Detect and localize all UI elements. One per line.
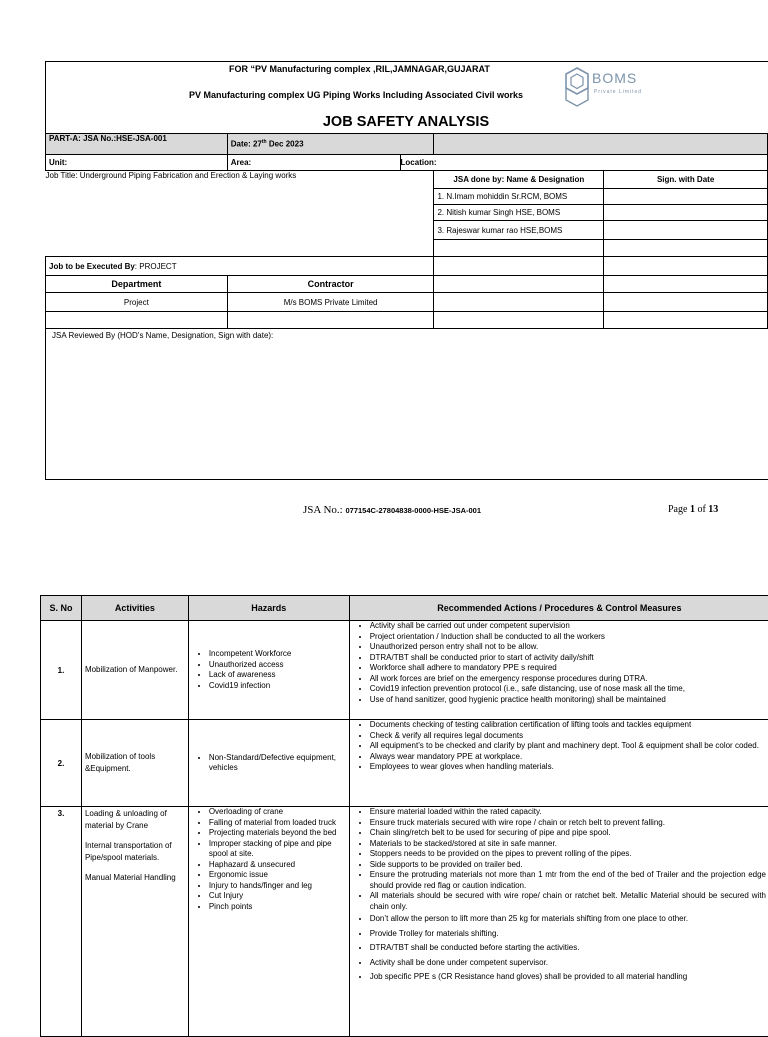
action-item: • Ensure material loaded within the rated capacity. — [370, 807, 766, 818]
part-a-label: PART-A: JSA No.:HSE-JSA-001 — [46, 134, 228, 155]
document-title: JOB SAFETY ANALYSIS — [46, 114, 766, 130]
action-item: • Workforce shall adhere to mandatory PPE s required — [370, 663, 766, 674]
hazard-item: • Overloading of crane — [209, 807, 346, 818]
action-item: • DTRA/TBT shall be conducted before starting the activities. — [370, 943, 766, 954]
sign-blank-5 — [604, 312, 768, 329]
contractor-value: M/s BOMS Private Limited — [227, 293, 434, 312]
jsa-activity-table — [40, 595, 768, 1037]
action-item: • All equipment’s to be checked and clarify by plant and machinery dept. Tool & equipment shall be color coded. — [370, 741, 766, 752]
activity-item: Internal transportation of Pipe/spool materials. — [85, 840, 185, 864]
action-item: • Chain sling/retch belt to be used for securing of pipe and pipe spool. — [370, 828, 766, 839]
action-item: • Job specific PPE s (CR Resistance hand gloves) shall be provided to all material handling — [370, 972, 766, 983]
table-row — [41, 621, 768, 720]
col-header-hazards: Hazards — [188, 596, 349, 621]
col-header-activities: Activities — [81, 596, 188, 621]
action-item: • Always wear mandatory PPE at workplace. — [370, 752, 766, 763]
page-prefix: Page — [668, 504, 690, 515]
action-item: • Unauthorized person entry shall not to be allow. — [370, 642, 766, 653]
hazard-item: • Haphazard & unsecured — [209, 860, 346, 871]
activity-item: Manual Material Handling — [85, 872, 185, 884]
footer-page-number — [668, 504, 718, 515]
action-item: • Ensure truck materials secured with wire rope / chain or retch belt to prevent falling. — [370, 818, 766, 829]
hazard-item: • Lack of awareness — [209, 670, 346, 681]
hazard-item: • Non-Standard/Defective equipment, vehicles — [209, 753, 346, 774]
action-item: • All materials should be secured with wire rope/ chain or ratchet belt. Metallic Material should be secured with chain only. — [370, 891, 766, 912]
row-sno: 1. — [41, 621, 82, 720]
row-actions — [349, 720, 768, 807]
person-2: 2. Nitish kumar Singh HSE, BOMS — [434, 205, 604, 221]
hexagon-logo-icon — [564, 66, 590, 108]
table-header-row — [41, 596, 768, 621]
department-header: Department — [46, 276, 228, 293]
sign-blank-4 — [604, 293, 768, 312]
row-activities — [81, 621, 188, 720]
row-hazards — [188, 720, 349, 807]
activity-item: Loading & unloading of material by Crane — [85, 808, 185, 832]
date-rest: Dec 2023 — [267, 140, 304, 149]
footer-jsa-number — [303, 504, 481, 516]
page-total: 13 — [708, 504, 718, 515]
action-item: • Check & verify all requires legal documents — [370, 731, 766, 742]
date-sup: th — [262, 139, 267, 145]
table-row — [41, 720, 768, 807]
col-header-sno: S. No — [41, 596, 82, 621]
person-blank-3 — [434, 276, 604, 293]
person-blank-1 — [434, 240, 604, 257]
header-line-1: FOR “PV Manufacturing complex ,RIL,JAMNAGAR,GUJARAT — [229, 64, 490, 74]
sign-blank-1 — [604, 240, 768, 257]
activity-item: Mobilization of tools &Equipment. — [85, 751, 185, 775]
row-hazards — [188, 621, 349, 720]
hazard-item: • Unauthorized access — [209, 660, 346, 671]
reviewed-by-blank — [604, 329, 768, 480]
person-blank-4 — [434, 293, 604, 312]
area-label: Area: — [227, 155, 400, 171]
row-sno: 3. — [41, 807, 82, 1037]
action-item: • Provide Trolley for materials shifting. — [370, 929, 766, 940]
person-1: 1. N.Imam mohiddin Sr.RCM, BOMS — [434, 189, 604, 205]
unit-label: Unit: — [46, 155, 228, 171]
hazard-item: • Falling of material from loaded truck — [209, 818, 346, 829]
sign-blank-2 — [604, 257, 768, 276]
date-label: Date: 27 — [231, 140, 262, 149]
executed-by-value: : PROJECT — [135, 262, 177, 271]
contractor-blank — [227, 312, 434, 329]
row-activities — [81, 807, 188, 1037]
row-sno: 2. — [41, 720, 82, 807]
col-header-actions: Recommended Actions / Procedures & Control Measures — [349, 596, 768, 621]
person-blank-5 — [434, 312, 604, 329]
row-activities — [81, 720, 188, 807]
executed-by — [46, 257, 434, 276]
action-item: • Materials to be stacked/stored at site in safe manner. — [370, 839, 766, 850]
row-actions — [349, 807, 768, 1037]
action-item: • Stoppers needs to be provided on the pipes to prevent rolling of the pipes. — [370, 849, 766, 860]
department-value: Project — [46, 293, 228, 312]
action-item: • Activity shall be carried out under competent supervision — [370, 621, 766, 632]
hazard-item: • Pinch points — [209, 902, 346, 913]
sign-1 — [604, 189, 768, 205]
action-item: • Use of hand sanitizer, good hygienic practice health monitoring) shall be maintained — [370, 695, 766, 706]
boms-logo — [564, 66, 664, 110]
part-a-table — [45, 133, 768, 480]
sign-2 — [604, 205, 768, 221]
logo-subtext: Private Limited — [594, 89, 642, 95]
sign-date-header: Sign. with Date — [604, 171, 768, 189]
page-of: of — [695, 504, 708, 515]
hazard-item: • Covid19 infection — [209, 681, 346, 692]
action-item: • Activity shall be done under competent supervisor. — [370, 958, 766, 969]
page-current: 1 — [690, 504, 695, 515]
row-hazards — [188, 807, 349, 1037]
sign-3 — [604, 221, 768, 240]
action-item: • Employees to wear gloves when handling materials. — [370, 762, 766, 773]
table-row — [41, 807, 768, 1037]
hazard-item: • Ergonomic issue — [209, 870, 346, 881]
sign-blank-3 — [604, 276, 768, 293]
job-title: Job Title: Underground Piping Fabrication and Erection & Laying works — [46, 171, 434, 257]
header-blank-cell — [434, 134, 768, 155]
header-line-2: PV Manufacturing complex UG Piping Works Including Associated Civil works — [189, 90, 523, 100]
date-cell — [227, 134, 434, 155]
person-3: 3. Rajeswar kumar rao HSE,BOMS — [434, 221, 604, 240]
action-item: • All work forces are brief on the emergency response procedures during DTRA. — [370, 674, 766, 685]
department-blank — [46, 312, 228, 329]
location-label: Location: — [400, 155, 767, 171]
action-item: • DTRA/TBT shall be conducted prior to start of activity daily/shift — [370, 653, 766, 664]
action-item: • Ensure the protruding materials not more than 1 mtr from the end of the bed of Trailer and the projection edge should provide red flag or caution indication. — [370, 870, 766, 891]
hazard-item: • Cut Injury — [209, 891, 346, 902]
footer-jsa-label: JSA No.: — [303, 504, 346, 516]
hazard-item: • Incompetent Workforce — [209, 649, 346, 660]
row-actions — [349, 621, 768, 720]
action-item: • Covid19 infection prevention protocol (i.e., safe distancing, use of nose mask all the time, — [370, 684, 766, 695]
reviewed-by: JSA Reviewed By (HOD’s Name, Designation, Sign with date): — [46, 329, 604, 480]
action-item: • Side supports to be provided on trailer bed. — [370, 860, 766, 871]
contractor-header: Contractor — [227, 276, 434, 293]
hazard-item: • Improper stacking of pipe and pipe spool at site. — [209, 839, 346, 860]
activity-item: Mobilization of Manpower. — [85, 664, 185, 676]
action-item: • Project orientation / Induction shall be conducted to all the workers — [370, 632, 766, 643]
hazard-item: • Projecting materials beyond the bed — [209, 828, 346, 839]
footer-jsa-value: 077154C-27804838-0000-HSE-JSA-001 — [346, 506, 482, 515]
person-blank-2 — [434, 257, 604, 276]
action-item: • Documents checking of testing calibration certification of lifting tools and tackles equipment — [370, 720, 766, 731]
jsa-done-by-header: JSA done by: Name & Designation — [434, 171, 604, 189]
executed-by-label: Job to be Executed By — [49, 262, 135, 271]
hazard-item: • Injury to hands/finger and leg — [209, 881, 346, 892]
logo-wordmark: BOMS — [592, 70, 637, 86]
action-item: • Don’t allow the person to lift more than 25 kg for materials shifting from one place to other. — [370, 914, 766, 925]
